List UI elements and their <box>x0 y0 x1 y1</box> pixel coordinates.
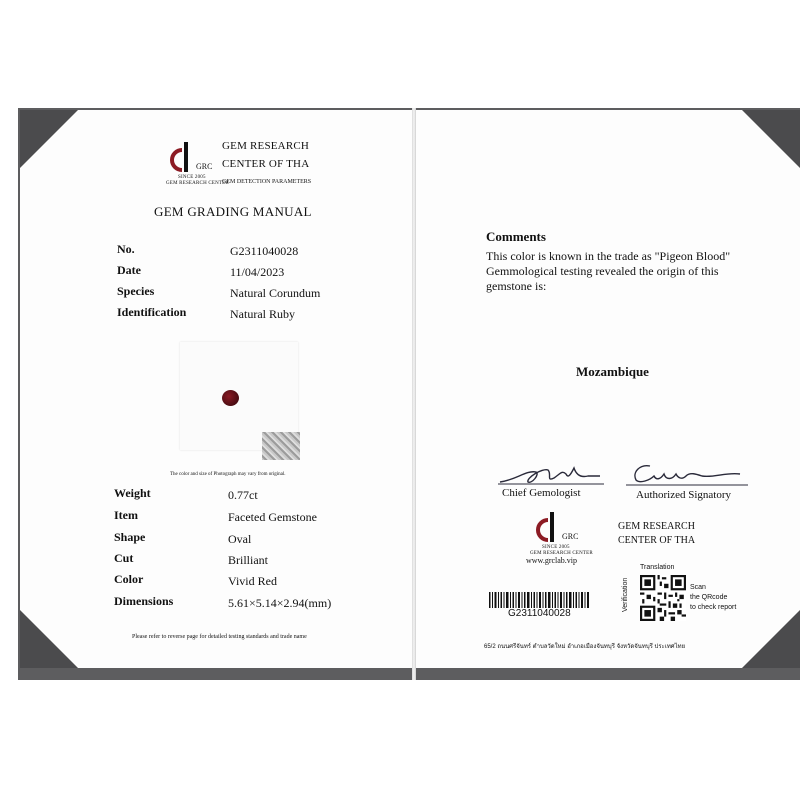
field-value-shape: Oval <box>228 532 252 546</box>
logo-since-right: SINCE 2005 <box>542 545 570 550</box>
field-label-date: Date <box>117 263 141 277</box>
hologram-sticker <box>262 432 300 460</box>
lab-address: 65/2 ถนนศรีจันทร์ ตำบลวัดใหม่ อำเภอเมืองจันทบุรี จังหวัดจันทบุรี ประเทศไทย <box>484 644 686 650</box>
corner-holder-top-left <box>20 110 78 168</box>
footer-note: Please refer to reverse page for detailed testing standards and trade name <box>132 634 307 640</box>
document-title: GEM GRADING MANUAL <box>154 204 312 219</box>
field-label-item: Item <box>114 508 138 522</box>
org-name-line2: CENTER OF THA <box>222 158 310 170</box>
logo-since: SINCE 2005 <box>178 175 206 180</box>
field-label-dimensions: Dimensions <box>114 594 174 608</box>
qr-verification-label: Verification <box>622 577 629 612</box>
authorized-signatory-signature <box>622 458 752 490</box>
org-name-line1-right: GEM RESEARCH <box>618 521 695 532</box>
field-label-shape: Shape <box>114 530 146 544</box>
field-label-identification: Identification <box>117 305 187 319</box>
comments-heading: Comments <box>486 229 546 244</box>
field-value-identification: Natural Ruby <box>230 307 295 321</box>
field-label-color: Color <box>114 572 144 586</box>
field-value-dimensions: 5.61×5.14×2.94(mm) <box>228 596 332 610</box>
field-label-no: No. <box>117 242 135 256</box>
gemstone-photo <box>222 390 239 406</box>
corner-holder-bottom-left <box>20 610 78 668</box>
field-value-weight: 0.77ct <box>228 488 258 502</box>
org-tagline: GEM DETECTION PARAMETERS <box>222 179 312 185</box>
field-value-date: 11/04/2023 <box>230 265 285 279</box>
logo-caption-right: GEM RESEARCH CENTER <box>530 551 593 556</box>
authorized-signatory-label: Authorized Signatory <box>636 489 732 501</box>
qr-help-line-3: to check report <box>690 604 737 611</box>
field-value-item: Faceted Gemstone <box>228 510 317 524</box>
website: www.grclab.vip <box>526 556 578 565</box>
chief-gemologist-label: Chief Gemologist <box>502 487 581 499</box>
field-value-color: Vivid Red <box>228 574 277 588</box>
right-page <box>416 110 800 668</box>
origin-country: Mozambique <box>576 364 649 379</box>
verification-qr-code[interactable] <box>640 575 686 621</box>
comments-line-3: gemstone is: <box>486 279 547 293</box>
page-fold <box>412 108 416 680</box>
photo-caption: The color and size of Photograph may vary from original. <box>170 472 286 477</box>
field-label-cut: Cut <box>114 551 134 565</box>
barcode-number: G2311040028 <box>508 608 571 619</box>
logo-text-right: GRC <box>562 532 579 541</box>
comments-line-1: This color is known in the trade as "Pigeon Blood" <box>486 249 731 263</box>
comments-line-2: Gemmological testing revealed the origin of this <box>486 264 719 278</box>
field-label-species: Species <box>117 284 155 298</box>
qr-help-line-2: the QRcode <box>690 594 728 601</box>
org-name-line2-right: CENTER OF THA <box>618 535 696 546</box>
field-label-weight: Weight <box>114 486 151 500</box>
corner-holder-bottom-right <box>742 610 800 668</box>
field-value-species: Natural Corundum <box>230 286 321 300</box>
report-barcode <box>489 592 589 608</box>
logo-text: GRC <box>196 162 213 171</box>
qr-translation-label: Translation <box>640 564 675 571</box>
qr-help-line-1: Scan <box>690 584 706 591</box>
chief-gemologist-signature <box>496 460 606 490</box>
field-value-no: G2311040028 <box>230 244 299 258</box>
logo-caption: GEM RESEARCH CENTER <box>166 181 229 186</box>
org-name-line1: GEM RESEARCH <box>222 140 310 152</box>
field-value-cut: Brilliant <box>228 553 268 567</box>
corner-holder-top-right <box>742 110 800 168</box>
